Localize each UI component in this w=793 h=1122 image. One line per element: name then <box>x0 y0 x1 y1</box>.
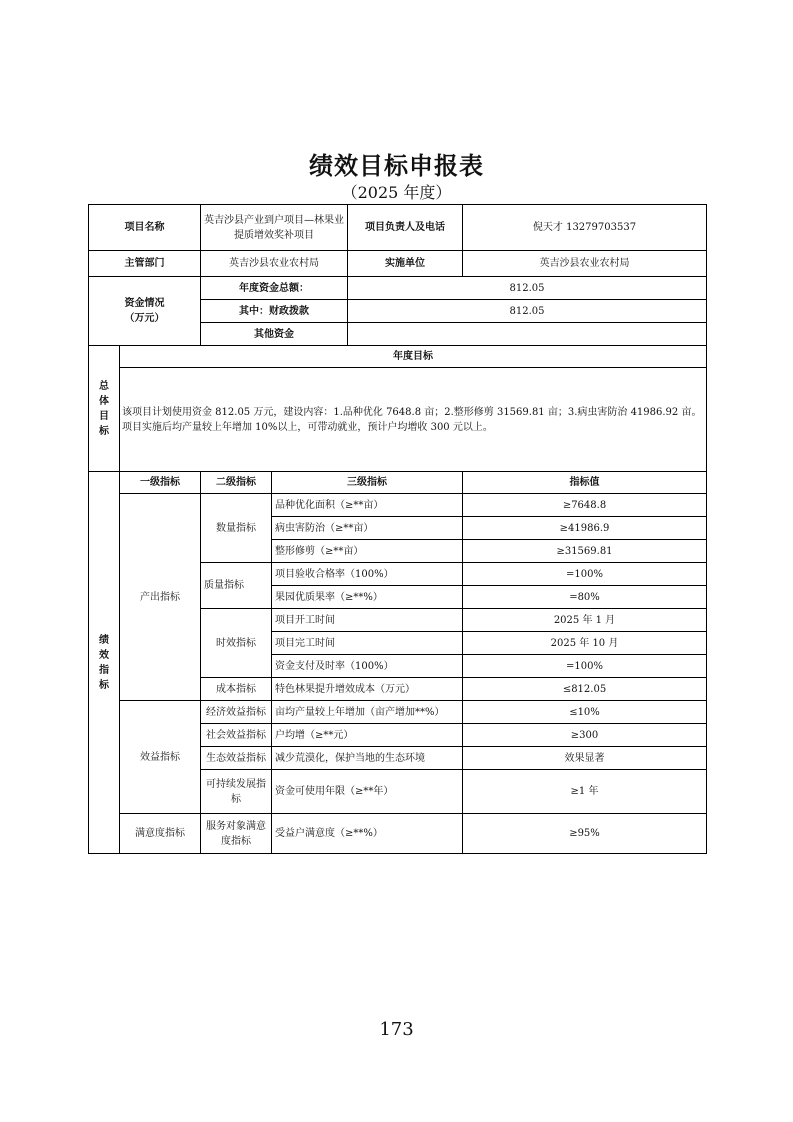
project-name-value: 英吉沙县产业到户项目—林果业提质增效奖补项目 <box>201 205 348 251</box>
indicator-value: =100% <box>463 563 707 586</box>
performance-indicator-side-label: 绩 效 指 标 <box>89 472 120 854</box>
page-title: 绩效目标申报表 <box>309 152 484 180</box>
unit-label: 实施单位 <box>348 251 463 277</box>
header-level1: 一级指标 <box>120 472 201 494</box>
annual-goal-text-row <box>89 368 707 472</box>
indicator-name: 果园优质果率（≥**%） <box>272 586 463 609</box>
indicator-value: =100% <box>463 655 707 678</box>
fiscal-label: 其中：财政拨款 <box>201 300 348 323</box>
benefit-level1: 效益指标 <box>120 701 201 814</box>
indicator-value: ≤10% <box>463 701 707 724</box>
indicator-name: 亩均产量较上年增加（亩产增加**%） <box>272 701 463 724</box>
quantity-level2: 数量指标 <box>201 494 272 563</box>
indicator-name: 减少荒漠化，保护当地的生态环境 <box>272 747 463 770</box>
benefit-level2: 生态效益指标 <box>201 747 272 770</box>
indicator-name: 项目开工时间 <box>272 609 463 632</box>
indicator-name: 病虫害防治（≥**亩） <box>272 517 463 540</box>
indicator-name: 项目验收合格率（100%） <box>272 563 463 586</box>
other-funds-value <box>348 323 707 346</box>
indicator-value: 2025 年 1 月 <box>463 609 707 632</box>
other-funds-label: 其他资金 <box>201 323 348 346</box>
indicator-name: 品种优化面积（≥**亩） <box>272 494 463 517</box>
indicator-value: ≥1 年 <box>463 770 707 814</box>
indicator-name: 资金可使用年限（≥**年） <box>272 770 463 814</box>
department-row <box>89 251 707 277</box>
indicator-name: 资金支付及时率（100%） <box>272 655 463 678</box>
funds-unit: （万元） <box>124 313 165 324</box>
indicator-name: 项目完工时间 <box>272 632 463 655</box>
benefit-level2: 经济效益指标 <box>201 701 272 724</box>
annual-total-value: 812.05 <box>348 277 707 300</box>
performance-target-table <box>88 204 707 854</box>
page-number: 173 <box>379 1019 414 1040</box>
output-level1: 产出指标 <box>120 494 201 701</box>
cost-level2: 成本指标 <box>201 678 272 701</box>
funds-label-cell <box>89 277 201 346</box>
indicator-value: 效果显著 <box>463 747 707 770</box>
indicator-name: 受益户满意度（≥**%） <box>272 814 463 854</box>
header-level3: 三级指标 <box>272 472 463 494</box>
funds-label: 资金情况 <box>124 298 165 309</box>
indicator-value: =80% <box>463 586 707 609</box>
header-level2: 二级指标 <box>201 472 272 494</box>
indicator-name: 整形修剪（≥**亩） <box>272 540 463 563</box>
indicator-value: ≥41986.9 <box>463 517 707 540</box>
project-contact-value: 倪天才 13279703537 <box>463 205 707 251</box>
table-row <box>89 701 707 724</box>
satisfaction-level2: 服务对象满意度指标 <box>201 814 272 854</box>
annual-goal-header-row <box>89 346 707 368</box>
project-name-row <box>89 205 707 251</box>
indicator-value: 2025 年 10 月 <box>463 632 707 655</box>
dept-value: 英吉沙县农业农村局 <box>201 251 348 277</box>
annual-goal-text: 该项目计划使用资金 812.05 万元，建设内容：1.品种优化 7648.8 亩；2.整形修剪 31569.81 亩；3.病虫害防治 41986.92 亩。项目实施后均产量较上年增加 10%以上，可带动就业，预计户均增收 300 元以上。 <box>120 368 707 472</box>
funds-total-row <box>89 277 707 300</box>
annual-total-label: 年度资金总额： <box>201 277 348 300</box>
indicator-value: ≥95% <box>463 814 707 854</box>
year-subtitle: （2025 年度） <box>341 183 452 202</box>
fiscal-value: 812.05 <box>348 300 707 323</box>
header-value: 指标值 <box>463 472 707 494</box>
timeliness-level2: 时效指标 <box>201 609 272 678</box>
project-name-label: 项目名称 <box>89 205 201 251</box>
indicator-value: ≥7648.8 <box>463 494 707 517</box>
satisfaction-level1: 满意度指标 <box>120 814 201 854</box>
indicator-value: ≥300 <box>463 724 707 747</box>
indicator-name: 户均增（≥**元） <box>272 724 463 747</box>
table-row <box>89 814 707 854</box>
dept-label: 主管部门 <box>89 251 201 277</box>
annual-goal-label: 年度目标 <box>120 346 707 368</box>
quality-level2: 质量指标 <box>201 563 272 609</box>
table-row <box>89 494 707 517</box>
indicator-value: ≥31569.81 <box>463 540 707 563</box>
benefit-level2: 可持续发展指标 <box>201 770 272 814</box>
overall-target-side-label: 总 体 目 标 <box>89 346 120 472</box>
unit-value: 英吉沙县农业农村局 <box>463 251 707 277</box>
indicator-header-row <box>89 472 707 494</box>
benefit-level2: 社会效益指标 <box>201 724 272 747</box>
indicator-value: ≤812.05 <box>463 678 707 701</box>
project-contact-label: 项目负责人及电话 <box>348 205 463 251</box>
indicator-name: 特色林果提升增效成本（万元） <box>272 678 463 701</box>
